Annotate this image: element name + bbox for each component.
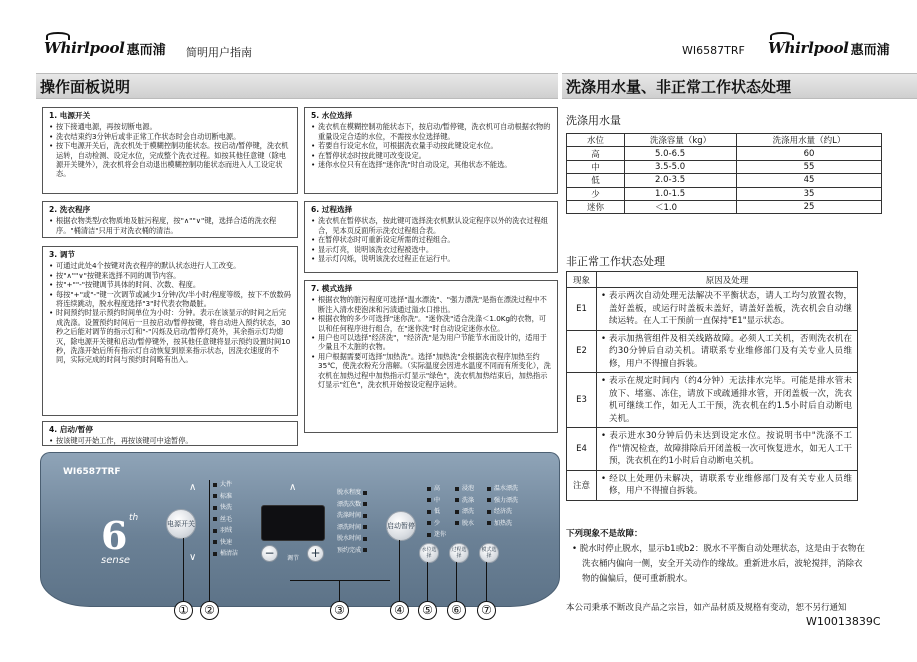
list-item: • 在暂停状态时按此键可改变设定。 — [311, 151, 551, 160]
table-cell: 5.0-6.5 — [625, 147, 737, 160]
program-list — [213, 479, 238, 560]
brand-name: Whirlpool — [44, 39, 125, 57]
water-level-button[interactable] — [419, 543, 439, 563]
table-cell: ＜1.0 — [625, 200, 737, 213]
plus-button[interactable]: + — [307, 545, 324, 562]
leader-line — [399, 540, 400, 601]
table-cell: 低 — [567, 174, 625, 187]
notes-heading: 下列现象不是故障： — [566, 529, 643, 539]
callout-2: ② — [200, 601, 219, 620]
table-cell: 1.0-1.5 — [625, 187, 737, 200]
error-code: E4 — [567, 428, 597, 471]
list-item: • 显示灯亮，说明该洗衣过程被选中。 — [311, 245, 551, 254]
leader-line — [339, 580, 340, 601]
adjust-label: 调节 — [287, 555, 300, 562]
list-item: • 根据衣物的脏污程度可选择"温水漂洗"、"强力漂洗"是指在漂洗过程中不断注入清水使泡沫和污渍通过溢水口排出。 — [311, 295, 551, 314]
brand-name-cn: 惠而浦 — [850, 42, 890, 58]
error-code: 注意 — [567, 470, 597, 500]
list-item: • 按该键可开始工作，再按该键可中途暂停。 — [49, 436, 291, 445]
mode-item: 加热洗 — [487, 518, 518, 530]
error-description: • 表示加热管组件及相关线路故障。必须人工关机，否则洗衣机在约30分钟后自动关机。请联系专业维修部门及有关专业人员维修，用户不得擅自拆装。 — [597, 330, 858, 373]
water-level-item: 低 — [427, 506, 446, 518]
water-level-list — [427, 483, 446, 541]
table-row — [567, 470, 858, 500]
box-process — [304, 201, 558, 273]
water-usage-heading: 洗涤用水量 — [566, 114, 621, 127]
table-row — [567, 160, 882, 173]
process-item: 浸泡 — [455, 483, 474, 495]
list-item: • 在暂停状态时可重新设定所需的过程组合。 — [311, 235, 551, 244]
box-heading: 3. 调节 — [49, 250, 75, 259]
program-item: 羽绒 — [213, 525, 238, 537]
box-mode — [304, 280, 558, 433]
error-description: • 表示进水30分钟后仍未达到设定水位。按说明书中"洗涤不工作"情况检查，故障排除后开闭盖板一次可恢复进水，如无人工干预，洗衣机在约1小时后自动断电关机。 — [597, 428, 858, 471]
table-cell: 25 — [737, 200, 882, 213]
abnormal-heading: 非正常工作状态处理 — [566, 255, 665, 268]
program-item: 丝毛 — [213, 514, 238, 526]
power-button-label: 电源开关 — [167, 520, 195, 528]
box-heading: 6. 过程选择 — [311, 205, 353, 214]
table-row — [567, 288, 858, 331]
program-item: 标准 — [213, 491, 238, 503]
leader-line — [209, 480, 210, 601]
error-description: • 表示在规定时间内（约4分钟）无法排水完毕。可能是排水管未放下、堵塞、冻住，请放下或疏通排水管，开闭盖板一次，洗衣机可继续工作，如无人工干预，洗衣机在约1.5小时后自动断电关机。 — [597, 373, 858, 428]
program-item: 快洗 — [213, 502, 238, 514]
list-item: • 按下电源开关后，洗衣机处于模糊控制功能状态。按启动/暂停键，洗衣机运转，自动检测、设定水位，完成整个洗衣过程。如按其他任意键（除电源开关键外），洗衣机将会自动退出模糊控制功能状态而进入人工设定状态。 — [49, 141, 291, 179]
control-panel-illustration — [40, 452, 560, 607]
callout-7: ⑦ — [477, 601, 496, 620]
table-row — [567, 428, 858, 471]
water-level-item: 高 — [427, 483, 446, 495]
list-item: • 每按"+"或"-"键一次调节或减少1分钟/次/半小时/程度等级，按下不放数码将连续跳动，脱水程度选择"3"时代表衣物最脏。 — [49, 290, 291, 309]
water-level-item: 少 — [427, 518, 446, 530]
panel-section-title: 操作面板说明 — [40, 78, 131, 96]
not-fault-notes — [566, 527, 866, 587]
list-item: • 若要自行设定水位，可根据洗衣量手动按此键设定水位。 — [311, 141, 551, 150]
box-start — [42, 421, 298, 446]
chevron-up-icon[interactable]: ∧ — [289, 482, 297, 493]
chevron-down-icon[interactable]: ∨ — [189, 552, 197, 563]
error-code: E3 — [567, 373, 597, 428]
mode-select-button[interactable] — [479, 543, 499, 563]
lcd-display — [261, 505, 325, 541]
box-heading: 7. 模式选择 — [311, 284, 353, 293]
sixth-sense-superscript: th — [129, 513, 139, 523]
mode-list — [487, 483, 518, 529]
guide-title: 简明用户指南 — [186, 46, 252, 59]
error-description: • 经以上处理仍未解决，请联系专业维修部门及有关专业人员维修，用户不得擅自拆装。 — [597, 470, 858, 500]
column-header: 原因及处理 — [597, 272, 858, 288]
table-cell: 2.0-3.5 — [625, 174, 737, 187]
adjust-item: 洗涤时间 — [337, 510, 370, 522]
program-item: 大件 — [213, 479, 238, 491]
mode-item: 温水漂洗 — [487, 483, 518, 495]
process-select-label: 过程选择 — [451, 547, 467, 559]
table-cell: 3.5-5.0 — [625, 160, 737, 173]
list-item: • 迷你水位只有在选择"迷你洗"时自动设定，其他状态不能选。 — [311, 160, 551, 169]
adjust-item: 漂洗次数 — [337, 499, 370, 511]
list-item: • 按"∧""∨"按键来选择不同的调节内容。 — [49, 271, 291, 280]
start-pause-label: 启动暂停 — [387, 522, 415, 530]
table-cell: 少 — [567, 187, 625, 200]
list-item: • 洗衣机在暂停状态，按此键可选择洗衣机默认设定程序以外的洗衣过程组合，见本页反面所示洗衣过程组合表。 — [311, 216, 551, 235]
swoosh-icon — [46, 32, 70, 40]
sixth-sense-logo: 6 — [101, 513, 128, 558]
box-heading: 2. 洗衣程序 — [49, 205, 91, 214]
adjust-item: 脱水时间 — [337, 533, 370, 545]
notes-item: • 脱水时停止脱水，显示b1或b2：脱水不平衡自动处理状态，这是由于衣物在洗衣桶内偏向一侧，安全开关动作的缘故。重新进水后，波轮搅拌，消除衣物的偏偏后，便可重新脱水。 — [572, 544, 865, 584]
table-row — [567, 147, 882, 160]
process-list — [455, 483, 474, 529]
list-item: • 按"+""-"按键调节具体的时间、次数、程度。 — [49, 280, 291, 289]
mode-item: 强力漂洗 — [487, 495, 518, 507]
list-item: • 显示灯闪烁，说明该洗衣过程正在运行中。 — [311, 254, 551, 263]
water-level-item: 迷你 — [427, 529, 446, 541]
list-item: • 洗衣机在模糊控制功能状态下，按启动/暂停键，洗衣机可自动根据衣物的重量设定合适的水位，不需按水位选择键。 — [311, 122, 551, 141]
process-item: 漂洗 — [455, 506, 474, 518]
table-cell: 45 — [737, 174, 882, 187]
column-header: 洗涤用水量（约L） — [737, 134, 882, 147]
water-usage-table — [566, 133, 882, 214]
water-level-item: 中 — [427, 495, 446, 507]
model-number: WI6587TRF — [682, 44, 745, 57]
box-heading: 1. 电源开关 — [49, 111, 91, 120]
box-power — [42, 107, 298, 194]
table-cell: 高 — [567, 147, 625, 160]
swoosh-icon — [770, 32, 794, 40]
list-item: • 用户也可以选择"经济洗"，"经济洗"是为用户节能节水而设计的，适用于少量且不太脏的衣物。 — [311, 333, 551, 352]
table-row — [567, 373, 858, 428]
power-button[interactable] — [166, 509, 196, 539]
mode-select-label: 模式选择 — [481, 547, 497, 559]
box-water — [304, 107, 558, 194]
leader-line — [456, 562, 457, 601]
column-header: 洗涤容量（kg） — [625, 134, 737, 147]
leader-line — [183, 538, 184, 601]
callout-4: ④ — [390, 601, 409, 620]
list-item: • 用户根据需要可选择"加热洗"。选择"加热洗"会根据洗衣程序加热至约35℃，使洗衣粉充分溶解。（实际温度会因进水温度不同而有所变化），洗衣机在加热过程中加热指示灯显示"绿色"，洗衣机加热结束后，加热指示灯显示"红色"，洗衣机开始按设定程序运转。 — [311, 352, 551, 390]
box-program — [42, 201, 298, 238]
callout-5: ⑤ — [418, 601, 437, 620]
start-pause-button[interactable] — [386, 511, 416, 541]
program-item: 桶清洁 — [213, 548, 238, 560]
minus-button[interactable]: − — [261, 545, 278, 562]
mode-item: 经济洗 — [487, 506, 518, 518]
adjust-item: 漂洗时间 — [337, 522, 370, 534]
callout-1: ① — [174, 601, 193, 620]
callout-6: ⑥ — [447, 601, 466, 620]
leader-line — [290, 580, 390, 581]
adjust-item: 预约完成 — [337, 545, 370, 557]
table-header-row — [567, 272, 858, 288]
adjust-item: 脱水程度 — [337, 487, 370, 499]
brand-name-cn: 惠而浦 — [126, 42, 166, 58]
leader-line — [427, 562, 428, 601]
list-item: • 可通过此处4个按键对洗衣程序的默认状态进行人工改变。 — [49, 261, 291, 270]
sixth-sense-word: sense — [101, 555, 131, 566]
table-row — [567, 330, 858, 373]
water-level-label: 水位选择 — [421, 547, 437, 559]
error-description: • 表示两次自动处理无法解决不平衡状态，请人工均匀放置衣物，盖好盖板，或运行时盖板未盖好，请盖好盖板，洗衣机会自动继续运转。在人工干预前一直保持"E1"显示状态。 — [597, 288, 858, 331]
error-code: E2 — [567, 330, 597, 373]
process-item: 脱水 — [455, 518, 474, 530]
callout-3: ③ — [330, 601, 349, 620]
table-cell: 35 — [737, 187, 882, 200]
table-cell: 迷你 — [567, 200, 625, 213]
water-section-title: 洗涤用水量、非正常工作状态处理 — [566, 78, 792, 96]
box-adjust — [42, 246, 298, 416]
list-item: • 按下接通电源，再按切断电源。 — [49, 122, 291, 131]
process-select-button[interactable] — [449, 543, 469, 563]
list-item: • 根据衣物的多少可选择"迷你洗"。"迷你洗"适合洗涤＜1.0Kg的衣物，可以和任何程序进行组合，在"迷你洗"时自动设定迷你水位。 — [311, 314, 551, 333]
table-row — [567, 187, 882, 200]
whirlpool-logo-left — [44, 36, 166, 60]
table-header-row — [567, 134, 882, 147]
leader-line — [486, 562, 487, 601]
program-item: 快速 — [213, 537, 238, 549]
column-header: 水位 — [567, 134, 625, 147]
list-item: • 洗衣结束约3分钟后或非正常工作状态时会自动切断电源。 — [49, 132, 291, 141]
document-code: W10013839C — [806, 615, 881, 628]
list-item: • 时间预约时显示预约时间单位为小时：分钟。表示在该显示的时间之后完成洗涤。设置预约时间后一旦按启动/暂停按键，将自动进入预约状态，30秒之后能对调节的指示灯和"-"闪烁及启动/暂停灯亮外，其余指示灯均熄灭，除电源开关键和启动/暂停键外，按其他任意键将显示预约设置时间10秒，洗涤开始后所有指示灯自动恢复到原来指示状态，因洗衣速度的不同，实际完成的时间与预约时间略有出入。 — [49, 308, 291, 364]
box-heading: 4. 启动/暂停 — [49, 425, 93, 434]
table-cell: 60 — [737, 147, 882, 160]
column-header: 现象 — [567, 272, 597, 288]
table-cell: 中 — [567, 160, 625, 173]
error-code: E1 — [567, 288, 597, 331]
abnormal-table — [566, 271, 858, 501]
table-row — [567, 200, 882, 213]
table-row — [567, 174, 882, 187]
brand-name: Whirlpool — [768, 39, 849, 57]
process-item: 洗涤 — [455, 495, 474, 507]
table-cell: 55 — [737, 160, 882, 173]
box-heading: 5. 水位选择 — [311, 111, 353, 120]
panel-model-label: WI6587TRF — [63, 467, 121, 477]
adjust-list — [337, 487, 370, 556]
whirlpool-logo-right — [768, 36, 890, 60]
chevron-up-icon[interactable]: ∧ — [189, 482, 197, 493]
list-item: • 根据衣物类型/衣物质地及脏污程度，按"∧""∨"键，选择合适的洗衣程序。"桶清洁"只用于对洗衣桶的清洁。 — [49, 216, 291, 235]
footer-disclaimer: 本公司秉承不断改良产品之宗旨，如产品材质及规格有变动，恕不另行通知 — [566, 603, 847, 613]
